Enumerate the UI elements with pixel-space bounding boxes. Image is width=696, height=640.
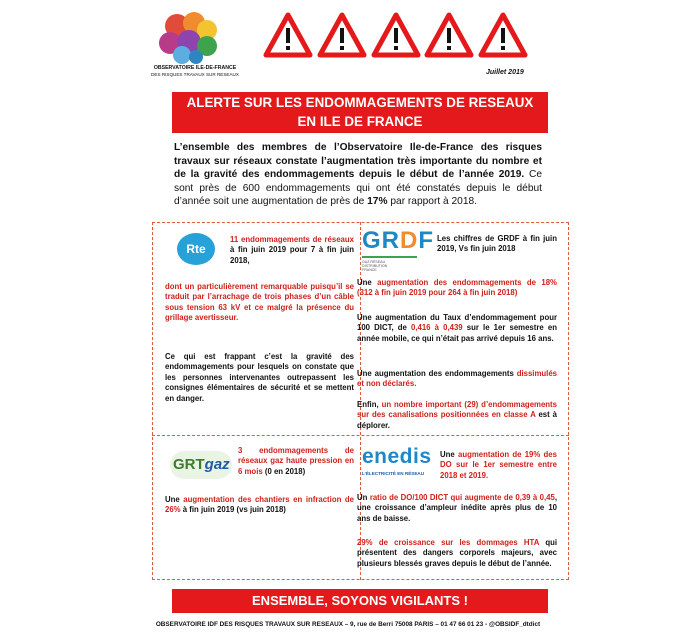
logo-line2: DES RISQUES TRAVAUX SUR RESEAUX [151,72,239,77]
warning-row [263,12,528,60]
title-banner [172,92,548,133]
grtgaz-logo: GRTgaz [170,447,232,483]
logo-line1: OBSERVATOIRE ILE-DE-FRANCE [153,65,237,71]
rte-text-3: Ce qui est frappant c’est la gravité des endommagements pour lesquels on constate que les personnes intervenantes outrepassent les consignes élémentaires de sécurité et se mettent en danger. [165,352,354,403]
warning-icon [317,12,367,58]
grdf-text-5: Enfin, un nombre important (29) d’endommagements sur des canalisations positionnées en classe A est à déplorer. [357,400,557,430]
grtgaz-text-1: 3 endommagements de réseaux gaz haute pression en 6 mois (0 en 2018) [238,446,354,476]
intro-bold: L’ensemble des membres de l’Observatoire Ile-de-France des risques travaux sur réseaux constate l’augmentation très importante du nombre et de la gravité des endommagements depuis le début de l’année 2019. [174,142,542,181]
grdf-text-4: Une augmentation des endommagements dissimulés et non déclarés. [357,369,557,389]
observatory-logo [145,10,245,78]
warning-icon [424,12,474,58]
grdf-text-3: Une augmentation du Taux d’endommagement pour 100 DICT, de 0,416 à 0,439 sur le 1er semestre en année mobile, ce qui n’était pas arrivé depuis 16 ans. [357,313,557,343]
enedis-text-3: 29% de croissance sur les dommages HTA qui présentent des dangers corporels majeurs, avec plusieurs blessés graves depuis le début de l’année. [357,538,558,568]
title-line1: ALERTE SUR LES ENDOMMAGEMENTS DE RESEAUX [186,95,534,110]
date: Juillet 2019 [486,69,524,76]
warning-icon [478,12,528,58]
slogan-banner: ENSEMBLE, SOYONS VIGILANTS ! [172,589,548,613]
enedis-text-2: Un ratio de DO/100 DICT qui augmente de 0,39 à 0,45, une croissance d’ampleur inédite après plus de 10 ans de baisse. [357,493,558,523]
grdf-text-1: Les chiffres de GRDF à fin juin 2019, Vs fin juin 2018 [437,234,557,254]
grtgaz-text-2: Une augmentation des chantiers en infraction de 26% à fin juin 2019 (vs juin 2018) [165,495,355,515]
title-line2: EN ILE DE FRANCE [297,114,423,129]
intro-normal: Ce sont près de 600 endommagements qui ont été constatés depuis le début d’année soit une augmentation de près de [174,169,542,208]
enedis-logo: enedis L’ÉLECTRICITÉ EN RÉSEAU [362,445,432,476]
grdf-logo: GRDF GAZ RÉSEAU DISTRIBUTION FRANCE [362,227,435,273]
rte-logo: Rte [177,233,215,265]
warning-icon [263,12,313,58]
warning-icon [371,12,421,58]
intro-end: par rapport à 2018. [387,196,478,208]
rte-text-2: dont un particulièrement remarquable puisqu’il se traduit par l’arrachage de trois phases d’un câble sous tension 63 kV et ce malgré la présence du grillage avertisseur. [165,282,354,323]
grdf-text-2: Une augmentation des endommagements de 18% (312 à fin juin 2019 pour 264 à fin juin 2018) [357,278,557,298]
enedis-text-1: Une augmentation de 19% des DO sur le 1er semestre entre 2018 et 2019. [440,450,557,480]
rte-text-1: 11 endommagements de réseaux à fin juin 2019 pour 7 à fin juin 2018, [230,235,354,265]
intro-percent: 17% [367,196,388,208]
footer-contact: OBSERVATOIRE IDF DES RISQUES TRAVAUX SUR RESEAUX – 9, rue de Berri 75008 PARIS – 01 47 66 01 23 - @OBSIDF_dtdict [155,621,541,628]
intro-paragraph [174,141,542,209]
